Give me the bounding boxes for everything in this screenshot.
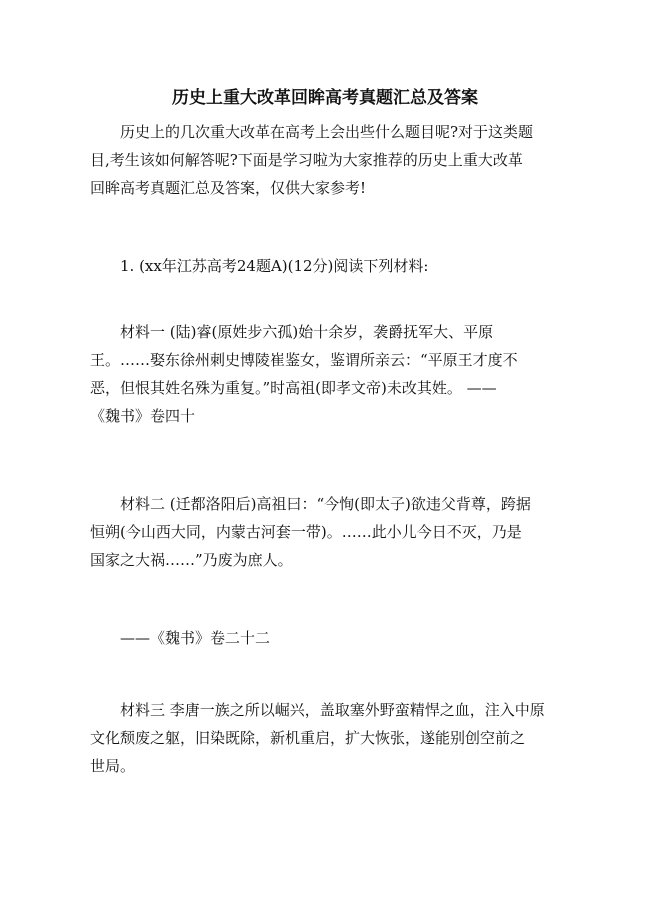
question-1-heading xyxy=(90,252,570,280)
material-line: 《魏书》卷四十 xyxy=(90,407,196,425)
material-line: 材料一 (陆)睿(原姓步六孤)始十余岁，袭爵抚军大、平原 xyxy=(120,323,494,341)
material-line: 材料三 李唐一族之所以崛兴，盖取塞外野蛮精悍之血，注入中原 xyxy=(120,701,545,719)
material-2-source xyxy=(90,624,570,652)
material-line: 世局。 xyxy=(90,757,136,775)
question-line: 1. (xx年江苏高考24题A)(12分)阅读下列材料: xyxy=(120,257,429,275)
source-line: ——《魏书》卷二十二 xyxy=(120,629,271,647)
intro-paragraph xyxy=(90,118,570,202)
material-line: 文化颓废之躯，旧染既除，新机重启，扩大恢张，遂能别创空前之 xyxy=(90,729,526,747)
intro-line: 目,考生该如何解答呢?下面是学习啦为大家推荐的历史上重大改革 xyxy=(90,151,523,169)
material-line: 材料二 (迁都洛阳后)高祖曰：“今恂(即太子)欲违父背尊，跨据 xyxy=(120,495,531,513)
material-line: 恶，但恨其姓名殊为重复。”时高祖(即孝文帝)未改其姓。 —— xyxy=(90,379,497,397)
material-2-paragraph xyxy=(90,490,570,574)
material-line: 恒朔(今山西大同，内蒙古河套一带)。……此小儿今日不灭，乃是 xyxy=(90,523,522,541)
intro-line: 历史上的几次重大改革在高考上会出些什么题目呢?对于这类题 xyxy=(120,123,534,141)
material-1-paragraph xyxy=(90,318,570,430)
material-line: 王。……娶东徐州刺史博陵崔鉴女，鉴谓所亲云：“平原王才度不 xyxy=(90,351,518,369)
material-3-paragraph xyxy=(90,696,570,780)
intro-line: 回眸高考真题汇总及答案，仅供大家参考! xyxy=(90,179,367,197)
document-title: 历史上重大改革回眸高考真题汇总及答案 xyxy=(172,88,478,108)
material-line: 国家之大祸……”乃废为庶人。 xyxy=(90,551,293,569)
